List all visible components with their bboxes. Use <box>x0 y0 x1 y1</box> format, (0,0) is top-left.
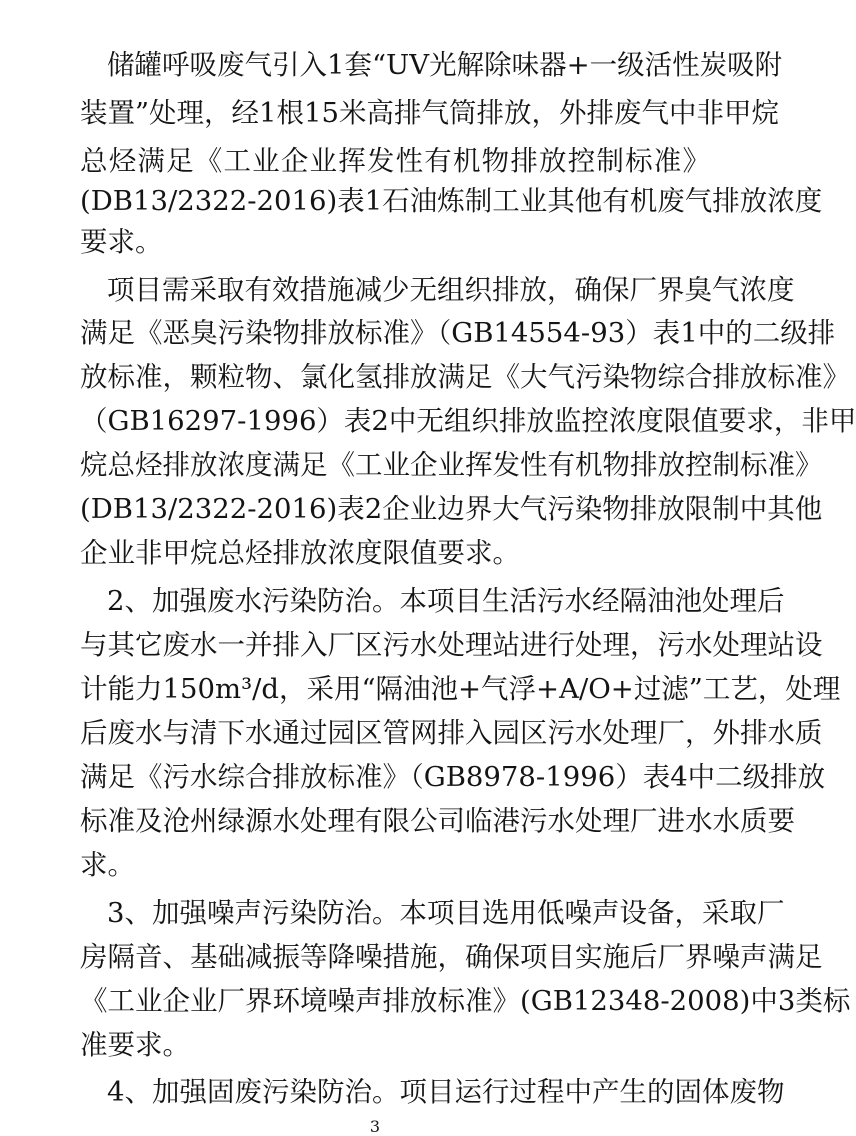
text-line: 装置”处理，经1根15米高排气筒排放，外排废气中非甲烷 <box>80 97 780 129</box>
text-line: 2、加强废水污染防治。本项目生活污水经隔油池处理后 <box>107 585 785 617</box>
text-line: 后废水与清下水通过园区管网排入园区污水处理厂，外排水质 <box>80 717 823 749</box>
text-line: 《工业企业厂界环境噪声排放标准》(GB12348-2008)中3类标 <box>80 985 851 1017</box>
text-line: 准要求。 <box>80 1029 190 1061</box>
text-line: 企业非甲烷总烃排放浓度限值要求。 <box>80 537 520 569</box>
text-line: 满足《恶臭污染物排放标准》（GB14554-93）表1中的二级排 <box>80 317 836 349</box>
text-line: (DB13/2322-2016)表1石油炼制工业其他有机废气排放浓度 <box>80 185 823 217</box>
text-line: 计能力150m³/d，采用“隔油池+气浮+A/O+过滤”工艺，处理 <box>80 673 841 705</box>
text-line: 储罐呼吸废气引入1套“UV光解除味器+一级活性炭吸附 <box>107 49 783 81</box>
text-line: 总烃满足《工业企业挥发性有机物排放控制标准》 <box>80 145 710 177</box>
text-line: 房隔音、基础减振等降噪措施，确保项目实施后厂界噪声满足 <box>80 941 823 973</box>
text-line: 项目需采取有效措施减少无组织排放，确保厂界臭气浓度 <box>107 274 795 306</box>
text-line: 求。 <box>80 849 135 881</box>
text-line: （GB16297-1996）表2中无组织排放监控浓度限值要求，非甲 <box>80 405 856 437</box>
text-line: 与其它废水一并排入厂区污水处理站进行处理，污水处理站设 <box>80 629 823 661</box>
text-line: (DB13/2322-2016)表2企业边界大气污染物排放限制中其他 <box>80 493 823 525</box>
text-line: 烷总烃排放浓度满足《工业企业挥发性有机物排放控制标准》 <box>80 449 823 481</box>
text-line: 满足《污水综合排放标准》（GB8978-1996）表4中二级排放 <box>80 761 826 793</box>
page-number: 3 <box>369 1117 381 1136</box>
text-line: 放标准，颗粒物、氯化氢排放满足《大气污染物综合排放标准》 <box>80 361 850 393</box>
text-line: 4、加强固废污染防治。项目运行过程中产生的固体废物 <box>107 1076 785 1108</box>
text-line: 要求。 <box>80 226 163 258</box>
text-line: 标准及沧州绿源水处理有限公司临港污水处理厂进水水质要 <box>80 805 795 837</box>
text-line: 3、加强噪声污染防治。本项目选用低噪声设备，采取厂 <box>107 897 785 929</box>
